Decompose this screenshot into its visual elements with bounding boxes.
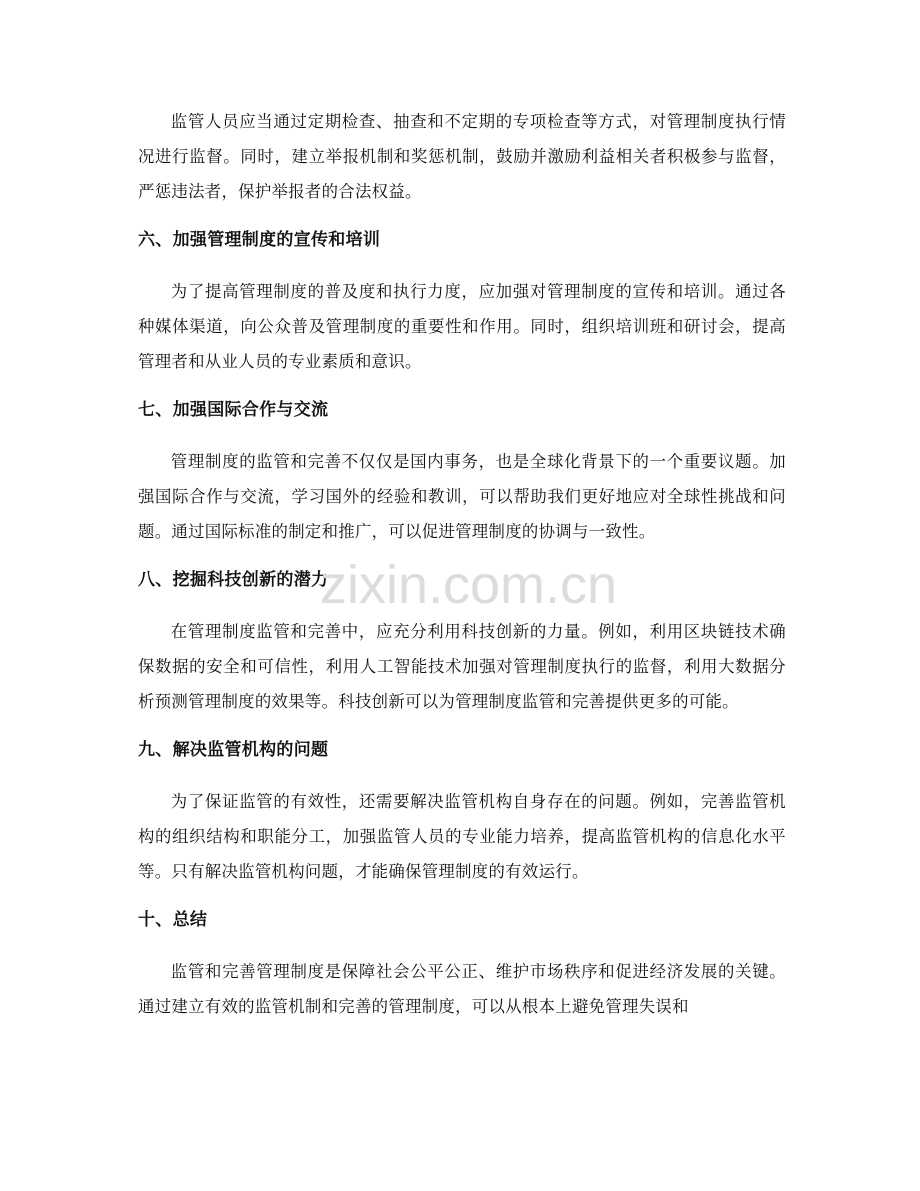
document-body (138, 104, 786, 1024)
intro-paragraph: 监管人员应当通过定期检查、抽查和不定期的专项检查等方式，对管理制度执行情况进行监督。同时，建立举报机制和奖惩机制，鼓励并激励利益相关者积极参与监督，严惩违法者，保护举报者的合法权益。 (138, 112, 786, 201)
section-heading: 八、挖掘科技创新的潜力 (138, 570, 329, 590)
section-paragraph: 为了提高管理制度的普及度和执行力度，应加强对管理制度的宣传和培训。通过各种媒体渠道，向公众普及管理制度的重要性和作用。同时，组织培训班和研讨会，提高管理者和从业人员的专业素质和意识。 (138, 282, 786, 371)
svg-text:zixin.com.cn: zixin.com.cn (320, 555, 618, 615)
section-heading: 十、总结 (138, 910, 208, 930)
section-paragraph: 为了保证监管的有效性，还需要解决监管机构自身存在的问题。例如，完善监管机构的组织结构和职能分工，加强监管人员的专业能力培养，提高监管机构的信息化水平等。只有解决监管机构问题，才能确保管理制度的有效运行。 (138, 792, 786, 881)
section-heading: 六、加强管理制度的宣传和培训 (138, 230, 381, 250)
section-heading: 九、解决监管机构的问题 (138, 740, 329, 760)
section-paragraph: 在管理制度监管和完善中，应充分利用科技创新的力量。例如，利用区块链技术确保数据的安全和可信性，利用人工智能技术加强对管理制度执行的监督，利用大数据分析预测管理制度的效果等。科技创新可以为管理制度监管和完善提供更多的可能。 (138, 622, 786, 711)
section-paragraph: 管理制度的监管和完善不仅仅是国内事务，也是全球化背景下的一个重要议题。加强国际合作与交流，学习国外的经验和教训，可以帮助我们更好地应对全球性挑战和问题。通过国际标准的制定和推广，可以促进管理制度的协调与一致性。 (138, 452, 786, 541)
section-paragraph: 监管和完善管理制度是保障社会公平公正、维护市场秩序和促进经济发展的关键。通过建立有效的监管机制和完善的管理制度，可以从根本上避免管理失误和 (138, 962, 786, 1016)
section-heading: 七、加强国际合作与交流 (138, 400, 329, 420)
